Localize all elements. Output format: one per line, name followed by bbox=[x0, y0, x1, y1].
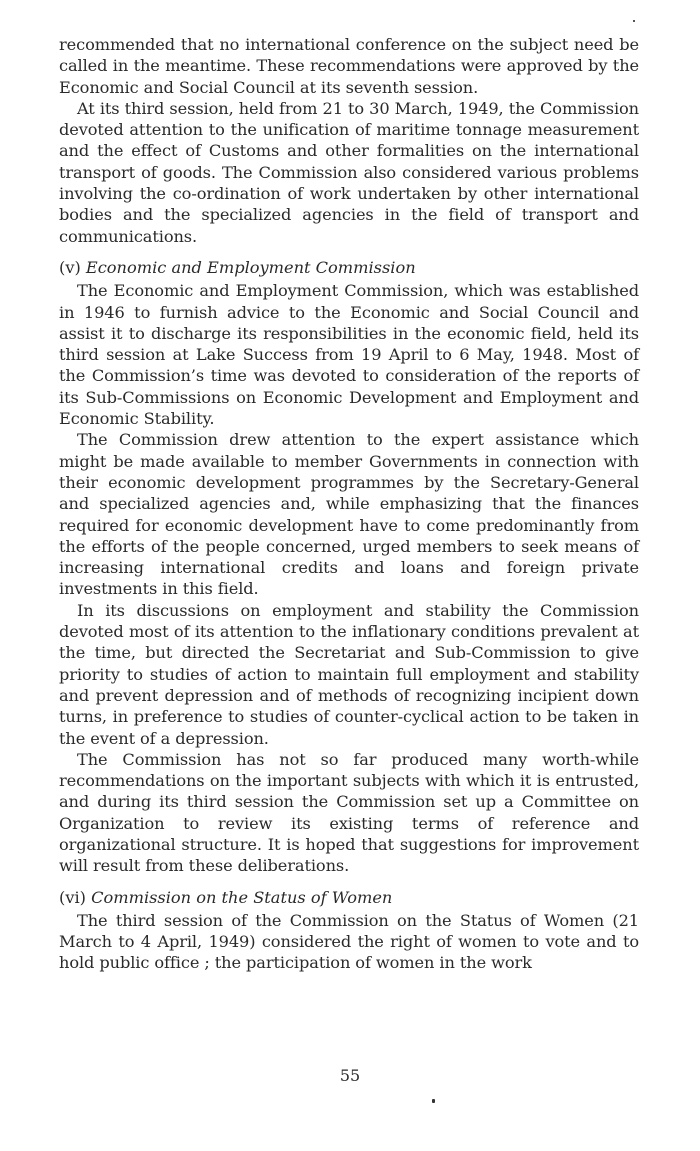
page-number: 55 bbox=[339, 1066, 361, 1085]
section-heading-v bbox=[59, 257, 639, 278]
section-number: (v) bbox=[59, 257, 86, 277]
paragraph: The Economic and Employment Commission, which was established in 1946 to furnish advice to the Economic and Social Council and assist it to discharge its responsibilities in the economic field, held its third session at Lake Success from 19 April to 6 May, 1948. Most of the Commission’s time was devoted to consideration of the reports of its Sub-Commissions on Economic Development and Employment and Economic Stability. bbox=[59, 281, 639, 429]
paragraph-third-session: At its third session, held from 21 to 30 March, 1949, the Commission devoted attention to the unification of maritime tonnage measurement and the effect of Customs and other formalities on the international transport of goods. The Commission also considered various problems involving the co-ordination of work undertaken by other international bodies and the specialized agencies in the field of transport and communications. bbox=[59, 98, 639, 246]
document-page bbox=[59, 34, 639, 974]
section-number: (vi) bbox=[59, 887, 92, 907]
section-title: Economic and Employment Commission bbox=[85, 257, 416, 277]
paragraph-continuation: recommended that no international conference on the subject need be called in the meantime. These recommendations were approved by the Economic and Social Council at its seventh session. bbox=[59, 35, 639, 97]
paragraph: The third session of the Commission on the Status of Women (21 March to 4 April, 1949) considered the right of women to vote and to hold public office ; the participation of women in the work bbox=[59, 910, 639, 973]
section-heading-vi bbox=[59, 887, 639, 908]
paragraph: The Commission has not so far produced many worth-while recommendations on the important subjects with which it is entrusted, and during its third session the Commission set up a Committee on Organization to review its existing terms of reference and organizational structure. It is hoped that suggestions for improvement will result from these deliberations. bbox=[59, 749, 639, 876]
scan-speck bbox=[432, 1099, 435, 1103]
section-title: Commission on the Status of Women bbox=[91, 887, 393, 907]
paragraph: The Commission drew attention to the expert assistance which might be made available to member Governments in connection with their economic development programmes by the Secretary-General and specialized agencies and, while emphasizing that the finances required for economic development have to come predominantly from the efforts of the people concerned, urged members to seek means of increasing international credits and loans and foreign private investments in this field. bbox=[59, 430, 639, 599]
paragraph: In its discussions on employment and stability the Commission devoted most of its attention to the inflationary conditions prevalent at the time, but directed the Secretariat and Sub-Commission to give priority to studies of action to maintain full employment and stability and prevent depression and of methods of recognizing incipient down turns, in preference to studies of counter-cyclical action to be taken in the event of a depression. bbox=[59, 600, 639, 748]
scan-speck bbox=[633, 20, 635, 22]
